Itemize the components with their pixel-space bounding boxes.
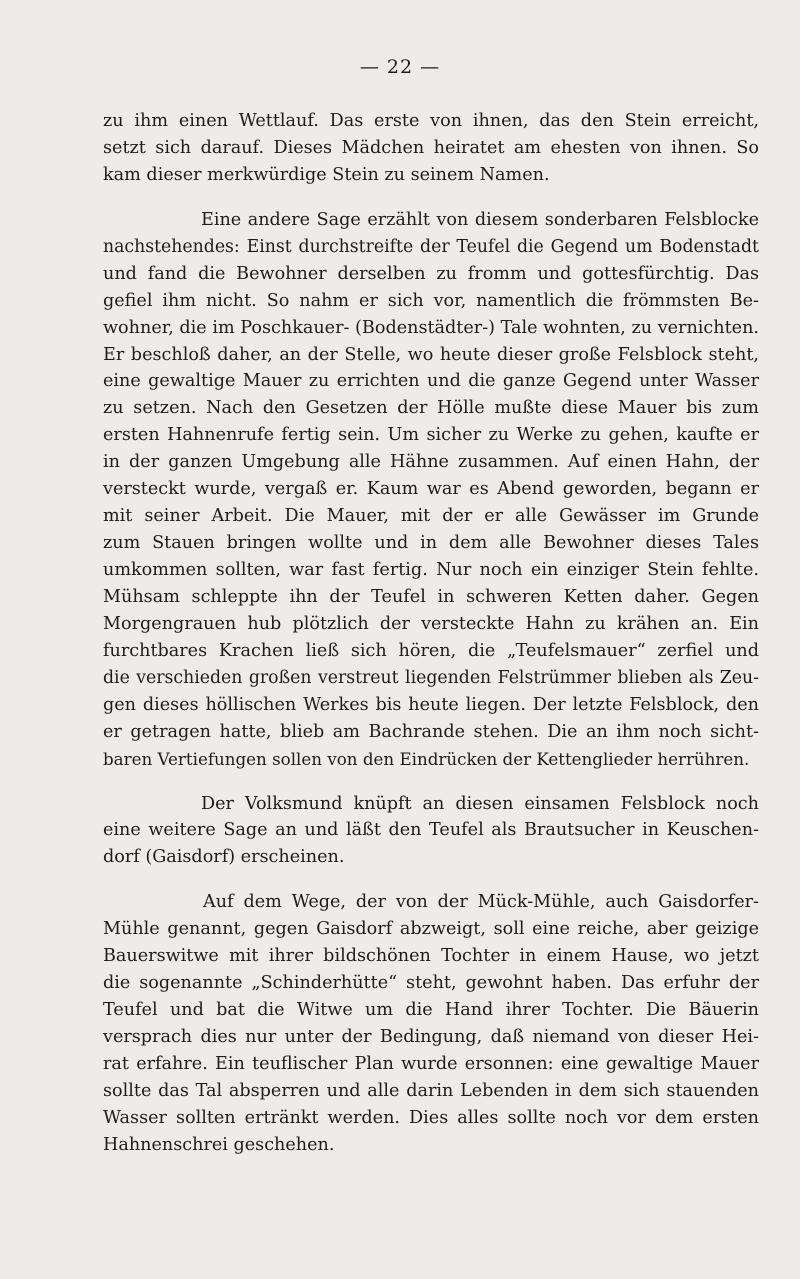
text-line: Der Volksmund knüpft an diesen einsamen Felsblock noch	[201, 793, 759, 814]
text-line: Teufel und bat die Witwe um die Hand ihrer Tochter. Die Bäuerin	[103, 1000, 759, 1021]
text-line: umkommen sollten, war fast fertig. Nur noch ein einziger Stein fehlte.	[103, 560, 759, 580]
text-line: kam dieser merkwürdige Stein zu seinem Namen.	[103, 164, 550, 185]
text-line: setzt sich darauf. Dieses Mädchen heiratet am ehesten von ihnen. So	[103, 137, 759, 158]
paragraph	[103, 108, 759, 189]
text-line: und fand die Bewohner derselben zu fromm und gottesfürchtig. Das	[103, 263, 759, 284]
text-line: sollte das Tal absperren und alle darin Lebenden in dem sich stauenden	[103, 1080, 759, 1101]
text-line: versteckt wurde, vergaß er. Kaum war es Abend geworden, begann er	[103, 479, 759, 500]
body-text	[103, 108, 759, 1177]
text-line: zu ihm einen Wettlauf. Das erste von ihnen, das den Stein erreicht,	[103, 111, 759, 131]
text-line: Morgengrauen hub plötzlich der versteckte Hahn zu krähen an. Ein	[103, 613, 759, 634]
paragraph	[103, 207, 759, 773]
text-line: baren Vertiefungen sollen von den Eindrücken der Kettenglieder herrühren.	[103, 748, 750, 769]
text-line: versprach dies nur unter der Bedingung, daß niemand von dieser Hei-	[103, 1027, 759, 1047]
text-line: mit seiner Arbeit. Die Mauer, mit der er alle Gewässer im Grunde	[103, 506, 759, 527]
text-line: ersten Hahnenrufe fertig sein. Um sicher zu Werke zu gehen, kaufte er	[103, 425, 759, 446]
text-line: rat erfahre. Ein teuflischer Plan wurde ersonnen: eine gewaltige Mauer	[103, 1053, 759, 1074]
paragraph	[103, 889, 759, 1158]
text-line: gefiel ihm nicht. So nahm er sich vor, namentlich die frömmsten Be-	[103, 290, 759, 311]
text-line: in der ganzen Umgebung alle Hähne zusammen. Auf einen Hahn, der	[103, 452, 759, 473]
text-line: furchtbares Krachen ließ sich hören, die „Teufelsmauer“ zerfiel und	[103, 640, 759, 661]
text-line: Mühle genannt, gegen Gaisdorf abzweigt, soll eine reiche, aber geizige	[103, 919, 759, 940]
text-line: Auf dem Wege, der von der Mück-Mühle, auch Gaisdorfer-	[203, 892, 759, 913]
text-line: dorf (Gaisdorf) erscheinen.	[103, 847, 345, 868]
text-line: eine weitere Sage an und läßt den Teufel als Brautsucher in Keuschen-	[103, 820, 759, 841]
text-line: Wasser sollten ertränkt werden. Dies alles sollte noch vor dem ersten	[103, 1107, 759, 1128]
text-line: Mühsam schleppte ihn der Teufel in schweren Ketten daher. Gegen	[103, 586, 759, 607]
text-line: die verschieden großen verstreut liegenden Felstrümmer blieben als Zeu-	[103, 667, 759, 688]
text-line: zum Stauen bringen wollte und in dem alle Bewohner dieses Tales	[103, 533, 759, 554]
page-number: — 22 —	[359, 56, 441, 78]
text-line: nachstehendes: Einst durchstreifte der Teufel die Gegend um Bodenstadt	[103, 236, 759, 257]
text-line: er getragen hatte, blieb am Bachrande stehen. Die an ihm noch sicht-	[103, 721, 759, 742]
text-line: zu setzen. Nach den Gesetzen der Hölle mußte diese Mauer bis zum	[103, 398, 759, 419]
text-line: wohner, die im Poschkauer- (Bodenstädter-) Tale wohnten, zu vernichten.	[103, 317, 759, 338]
text-line: Hahnenschrei geschehen.	[103, 1134, 335, 1155]
paragraph	[103, 791, 759, 872]
text-line: Eine andere Sage erzählt von diesem sonderbaren Felsblocke	[201, 209, 759, 230]
text-line: gen dieses höllischen Werkes bis heute liegen. Der letzte Felsblock, den	[103, 694, 759, 715]
text-line: die sogenannte „Schinderhütte“ steht, gewohnt haben. Das erfuhr der	[103, 973, 759, 994]
text-line: eine gewaltige Mauer zu errichten und die ganze Gegend unter Wasser	[103, 371, 759, 392]
text-line: Bauerswitwe mit ihrer bildschönen Tochter in einem Hause, wo jetzt	[103, 946, 759, 967]
text-line: Er beschloß daher, an der Stelle, wo heute dieser große Felsblock steht,	[103, 344, 759, 365]
